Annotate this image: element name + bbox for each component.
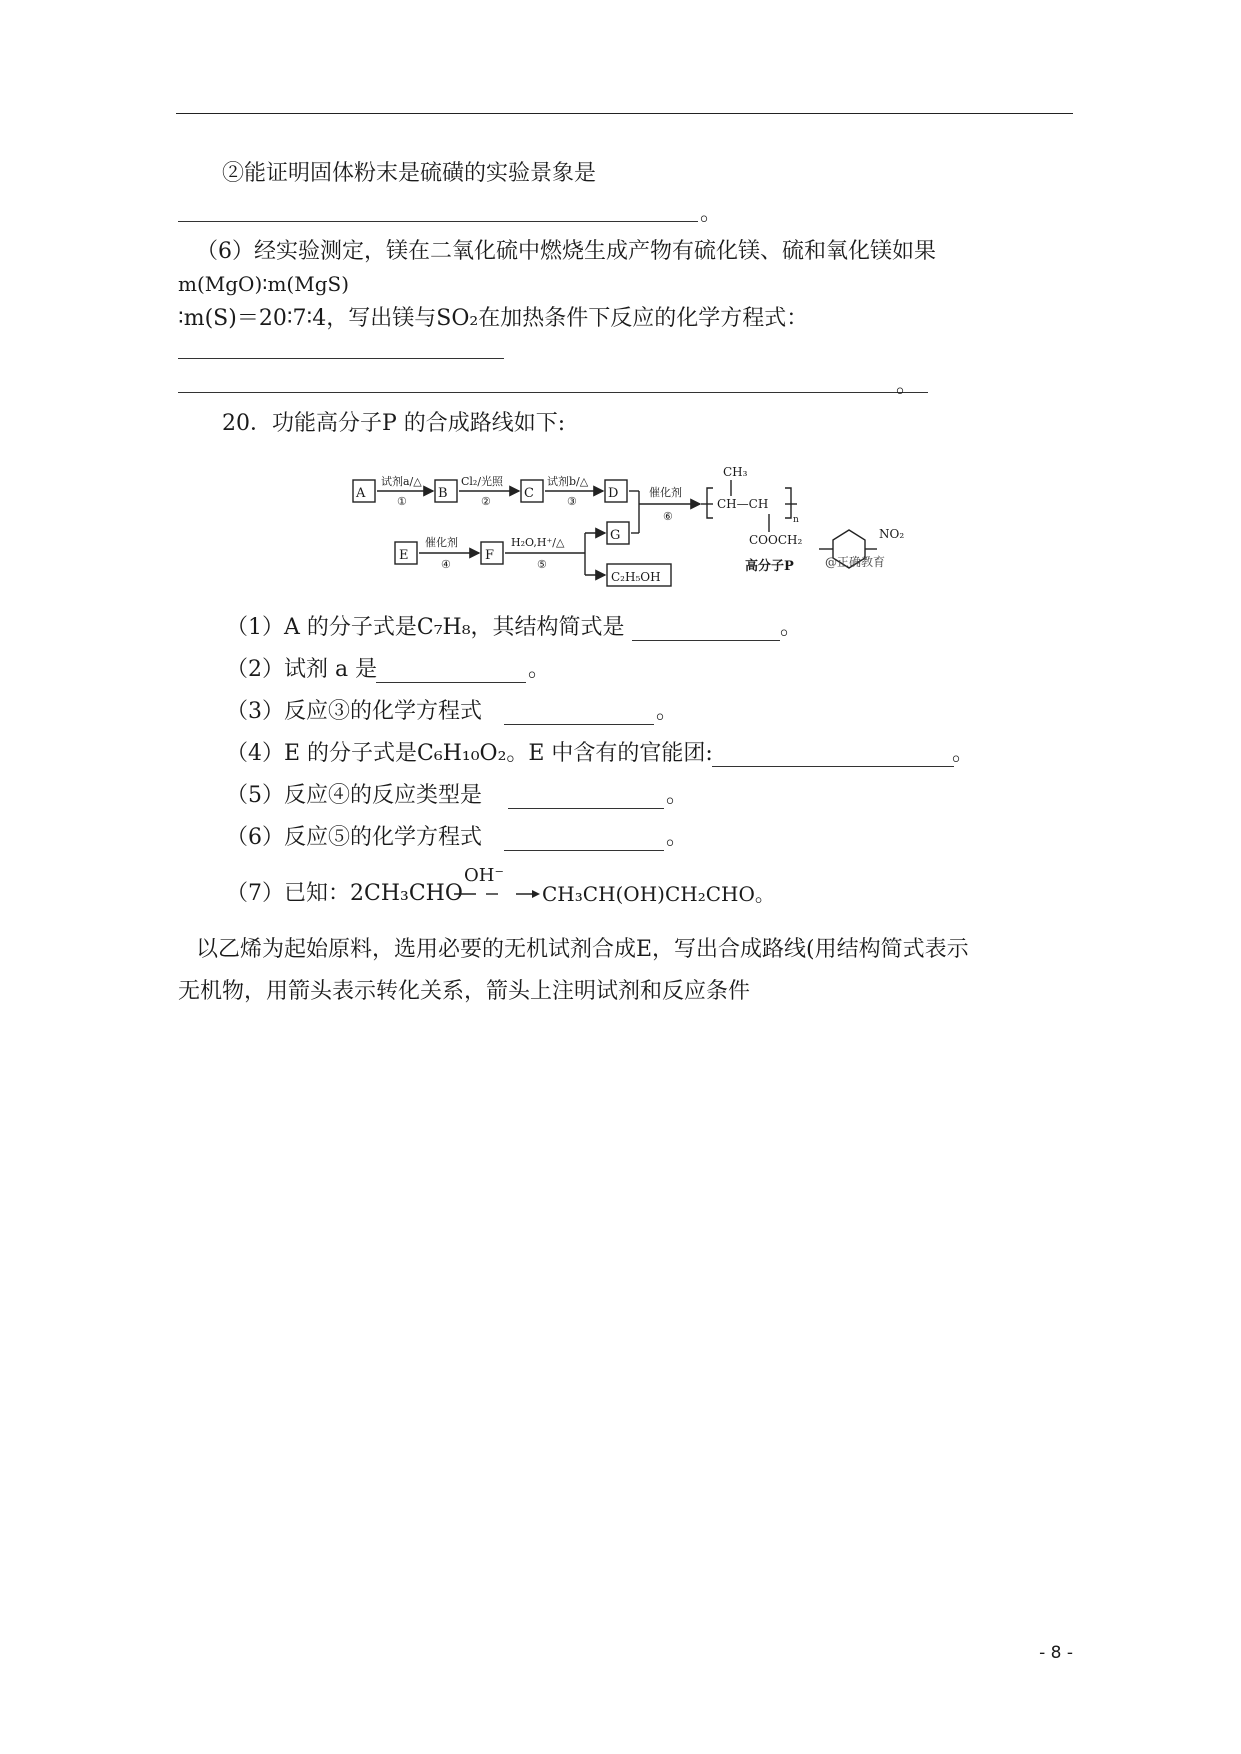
page-number: - 8 -: [1039, 1643, 1073, 1663]
period: 。: [666, 783, 689, 808]
label-a: A: [356, 486, 366, 501]
label-c: C: [524, 486, 534, 501]
q20-7-prefix: （7）已知：2CH₃CHO: [226, 881, 463, 906]
polymer-ch3: CH₃: [723, 465, 748, 479]
answer-blank[interactable]: [178, 221, 698, 222]
answer-blank[interactable]: [178, 392, 928, 393]
period: 。: [528, 657, 551, 682]
q19-item6-line2: m(MgO)∶m(MgS): [178, 272, 350, 296]
q20-6: （6）反应⑤的化学方程式: [226, 825, 482, 850]
polymer-ester: COOCH₂: [749, 533, 803, 547]
q20-para-line1: 以乙烯为起始原料，选用必要的无机试剂合成E，写出合成路线(用结构简式表示: [196, 937, 969, 962]
header-rule: [176, 113, 1073, 114]
q20-1: （1）A 的分子式是C₇H₈，其结构简式是: [226, 615, 625, 640]
synthesis-scheme: [345, 458, 945, 598]
watermark: @正确教育: [825, 555, 886, 569]
answer-blank[interactable]: [376, 682, 526, 683]
polymer-nitro: NO₂: [879, 527, 905, 541]
q20-5: （5）反应④的反应类型是: [226, 783, 482, 808]
reagent-6: 催化剂: [649, 486, 682, 499]
period: 。: [952, 741, 975, 766]
step-4: ④: [441, 558, 451, 571]
answer-blank[interactable]: [712, 766, 954, 767]
q20-title: 20．功能高分子P 的合成路线如下:: [222, 411, 566, 436]
label-g: G: [610, 528, 621, 543]
answer-blank[interactable]: [508, 808, 664, 809]
step-2: ②: [481, 495, 491, 508]
reagent-3: 试剂b/△: [547, 475, 589, 488]
polymer-name: 高分子P: [745, 559, 794, 574]
answer-blank[interactable]: [504, 724, 654, 725]
q20-3: （3）反应③的化学方程式: [226, 699, 482, 724]
reagent-5: H₂O,H⁺/△: [511, 536, 565, 549]
step-6: ⑥: [663, 510, 673, 523]
step-1: ①: [397, 495, 407, 508]
period: 。: [896, 373, 919, 398]
reaction-arrow: [452, 884, 542, 904]
q20-4: （4）E 的分子式是C₆H₁₀O₂。E 中含有的官能团:: [226, 741, 713, 766]
q20-7-product: CH₃CH(OH)CH₂CHO。: [542, 882, 775, 906]
answer-blank[interactable]: [632, 640, 780, 641]
label-e: E: [399, 548, 409, 563]
period: 。: [700, 201, 723, 226]
answer-blank[interactable]: [504, 850, 664, 851]
period: 。: [656, 699, 679, 724]
period: 。: [780, 615, 803, 640]
q20-7-condition: OH⁻: [464, 865, 504, 886]
polymer-n: n: [793, 515, 799, 525]
q20-para-line2: 无机物，用箭头表示转化关系，箭头上注明试剂和反应条件: [178, 979, 751, 1004]
q19-item2: ②能证明固体粉末是硫磺的实验景象是: [222, 161, 597, 186]
q19-item6-line3: ∶m(S)＝20∶7∶4，写出镁与SO₂在加热条件下反应的化学方程式：: [178, 306, 809, 331]
answer-blank[interactable]: [178, 358, 504, 359]
step-5: ⑤: [537, 558, 547, 571]
polymer-chain: CH—CH: [717, 497, 769, 511]
reagent-4: 催化剂: [425, 536, 458, 549]
q19-item6-line1: （6）经实验测定，镁在二氧化硫中燃烧生成产物有硫化镁、硫和氧化镁如果: [196, 239, 936, 264]
label-b: B: [438, 486, 448, 501]
label-f: F: [485, 548, 495, 563]
label-ethanol: C₂H₅OH: [611, 570, 661, 584]
label-d: D: [608, 486, 619, 501]
period: 。: [666, 825, 689, 850]
reagent-2: Cl₂/光照: [461, 475, 504, 488]
step-3: ③: [567, 495, 577, 508]
q20-2: （2）试剂 a 是: [226, 657, 378, 682]
reagent-1: 试剂a/△: [381, 475, 422, 488]
